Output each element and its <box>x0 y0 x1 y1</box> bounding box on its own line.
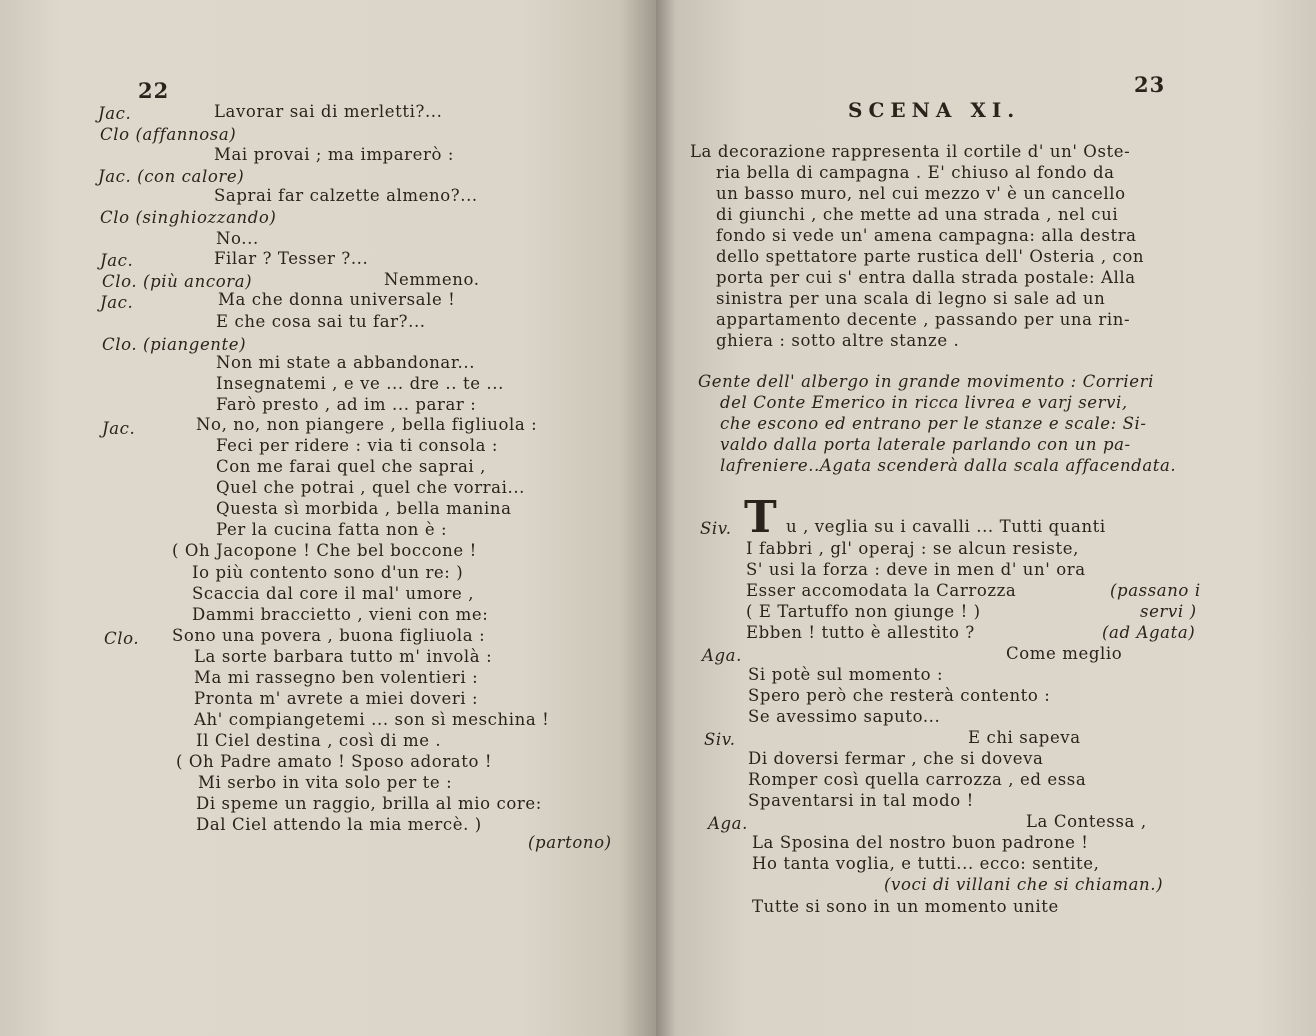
text-line: Dal Ciel attendo la mia mercè. ) <box>196 815 482 834</box>
text-line: dello spettatore parte rustica dell' Osteria , con <box>716 247 1145 266</box>
scene-heading: SCENA XI. <box>848 98 1021 122</box>
text-line: Jac. <box>102 419 136 438</box>
text-line: Gente dell' albergo in grande movimento : Corrieri <box>698 372 1154 391</box>
text-line: ria bella di campagna . E' chiuso al fondo da <box>716 163 1115 182</box>
text-line: Mi serbo in vita solo per te : <box>198 773 453 792</box>
text-line: Ho tanta voglia, e tutti... ecco: sentite, <box>752 854 1100 873</box>
text-line: S' usi la forza : deve in men d' un' ora <box>746 560 1086 579</box>
text-line: (passano i <box>1110 581 1201 600</box>
text-line: I fabbri , gl' operaj : se alcun resiste, <box>746 539 1079 558</box>
text-line: La Contessa , <box>1026 812 1147 831</box>
text-line: Ma mi rassegno ben volentieri : <box>194 668 479 687</box>
text-line: Clo. (piangente) <box>102 335 247 354</box>
text-line: ( Oh Jacopone ! Che bel boccone ! <box>172 541 477 560</box>
text-line: Ah' compiangetemi ... son sì meschina ! <box>194 710 550 729</box>
text-line: (ad Agata) <box>1102 623 1196 642</box>
text-line: Clo (affannosa) <box>100 125 237 144</box>
text-line: Insegnatemi , e ve ... dre .. te ... <box>216 374 504 393</box>
text-line: Siv. <box>700 519 732 538</box>
page-number-right: 23 <box>1134 72 1166 97</box>
text-line: Romper così quella carrozza , ed essa <box>748 770 1087 789</box>
text-line: ( E Tartuffo non giunge ! ) <box>746 602 981 621</box>
text-line: Spaventarsi in tal modo ! <box>748 791 974 810</box>
text-line: Sono una povera , buona figliuola : <box>172 626 486 645</box>
text-line: ghiera : sotto altre stanze . <box>716 331 960 350</box>
text-line: Jac. <box>100 251 134 270</box>
text-line: Filar ? Tesser ?... <box>214 249 369 268</box>
drop-cap: T <box>744 492 777 543</box>
text-line: Con me farai quel che saprai , <box>216 457 486 476</box>
text-line: Il Ciel destina , così di me . <box>196 731 442 750</box>
text-line: Ebben ! tutto è allestito ? <box>746 623 975 642</box>
text-line: che escono ed entrano per le stanze e scale: Si- <box>720 414 1147 433</box>
text-line: Lavorar sai di merletti?... <box>214 102 443 121</box>
text-line: porta per cui s' entra dalla strada postale: Alla <box>716 268 1136 287</box>
text-line: Tutte si sono in un momento unite <box>752 897 1059 916</box>
text-line: E che cosa sai tu far?... <box>216 312 426 331</box>
text-line: Di doversi fermar , che si doveva <box>748 749 1044 768</box>
text-line: Non mi state a abbandonar... <box>216 353 476 372</box>
text-line: Clo. (più ancora) <box>102 272 253 291</box>
text-line: Dammi braccietto , vieni con me: <box>192 605 489 624</box>
text-line: Siv. <box>704 730 736 749</box>
left-page <box>0 0 656 1036</box>
text-line: No... <box>216 229 259 248</box>
text-line: Quel che potrai , quel che vorrai... <box>216 478 526 497</box>
text-line: Jac. <box>100 293 134 312</box>
right-page <box>656 0 1316 1036</box>
text-line: Scaccia dal core il mal' umore , <box>192 584 475 603</box>
text-line: u , veglia su i cavalli ... Tutti quanti <box>786 517 1106 536</box>
text-line: Ma che donna universale ! <box>218 290 456 309</box>
text-line: Nemmeno. <box>384 270 480 289</box>
text-line: Clo. <box>104 629 140 648</box>
text-line: Farò presto , ad im ... parar : <box>216 395 477 414</box>
text-line: Saprai far calzette almeno?... <box>214 186 478 205</box>
text-line: E chi sapeva <box>968 728 1081 747</box>
text-line: Jac. <box>98 104 132 123</box>
text-line: Per la cucina fatta non è : <box>216 520 448 539</box>
text-line: Esser accomodata la Carrozza <box>746 581 1017 600</box>
text-line: sinistra per una scala di legno si sale ad un <box>716 289 1106 308</box>
text-line: appartamento decente , passando per una rin- <box>716 310 1131 329</box>
text-line: La sorte barbara tutto m' involà : <box>194 647 493 666</box>
text-line: Aga. <box>702 646 742 665</box>
text-line: di giunchi , che mette ad una strada , nel cui <box>716 205 1119 224</box>
page-number-left: 22 <box>138 78 170 103</box>
text-line: Pronta m' avrete a miei doveri : <box>194 689 479 708</box>
text-line: Spero però che resterà contento : <box>748 686 1051 705</box>
text-line: (partono) <box>528 833 612 852</box>
text-line: Feci per ridere : via ti consola : <box>216 436 499 455</box>
text-line: Di speme un raggio, brilla al mio core: <box>196 794 542 813</box>
text-line: Mai provai ; ma imparerò : <box>214 145 455 164</box>
text-line: del Conte Emerico in ricca livrea e varj servi, <box>720 393 1128 412</box>
text-line: ( Oh Padre amato ! Sposo adorato ! <box>176 752 493 771</box>
text-line: No, no, non piangere , bella figliuola : <box>196 415 538 434</box>
text-line: valdo dalla porta laterale parlando con un pa- <box>720 435 1131 454</box>
text-line: lafreniere..Agata scenderà dalla scala affacendata. <box>720 456 1177 475</box>
text-line: Si potè sul momento : <box>748 665 944 684</box>
text-line: Questa sì morbida , bella manina <box>216 499 512 518</box>
text-line: Io più contento sono d'un re: ) <box>192 563 464 582</box>
text-line: La decorazione rappresenta il cortile d' un' Oste- <box>690 142 1131 161</box>
text-line: (voci di villani che si chiaman.) <box>884 875 1164 894</box>
text-line: Clo (singhiozzando) <box>100 208 277 227</box>
text-line: servi ) <box>1140 602 1197 621</box>
text-line: Aga. <box>708 814 748 833</box>
text-line: La Sposina del nostro buon padrone ! <box>752 833 1089 852</box>
text-line: Come meglio <box>1006 644 1123 663</box>
text-line: un basso muro, nel cui mezzo v' è un cancello <box>716 184 1126 203</box>
text-line: fondo si vede un' amena campagna: alla destra <box>716 226 1137 245</box>
text-line: Se avessimo saputo... <box>748 707 941 726</box>
text-line: Jac. (con calore) <box>98 167 245 186</box>
